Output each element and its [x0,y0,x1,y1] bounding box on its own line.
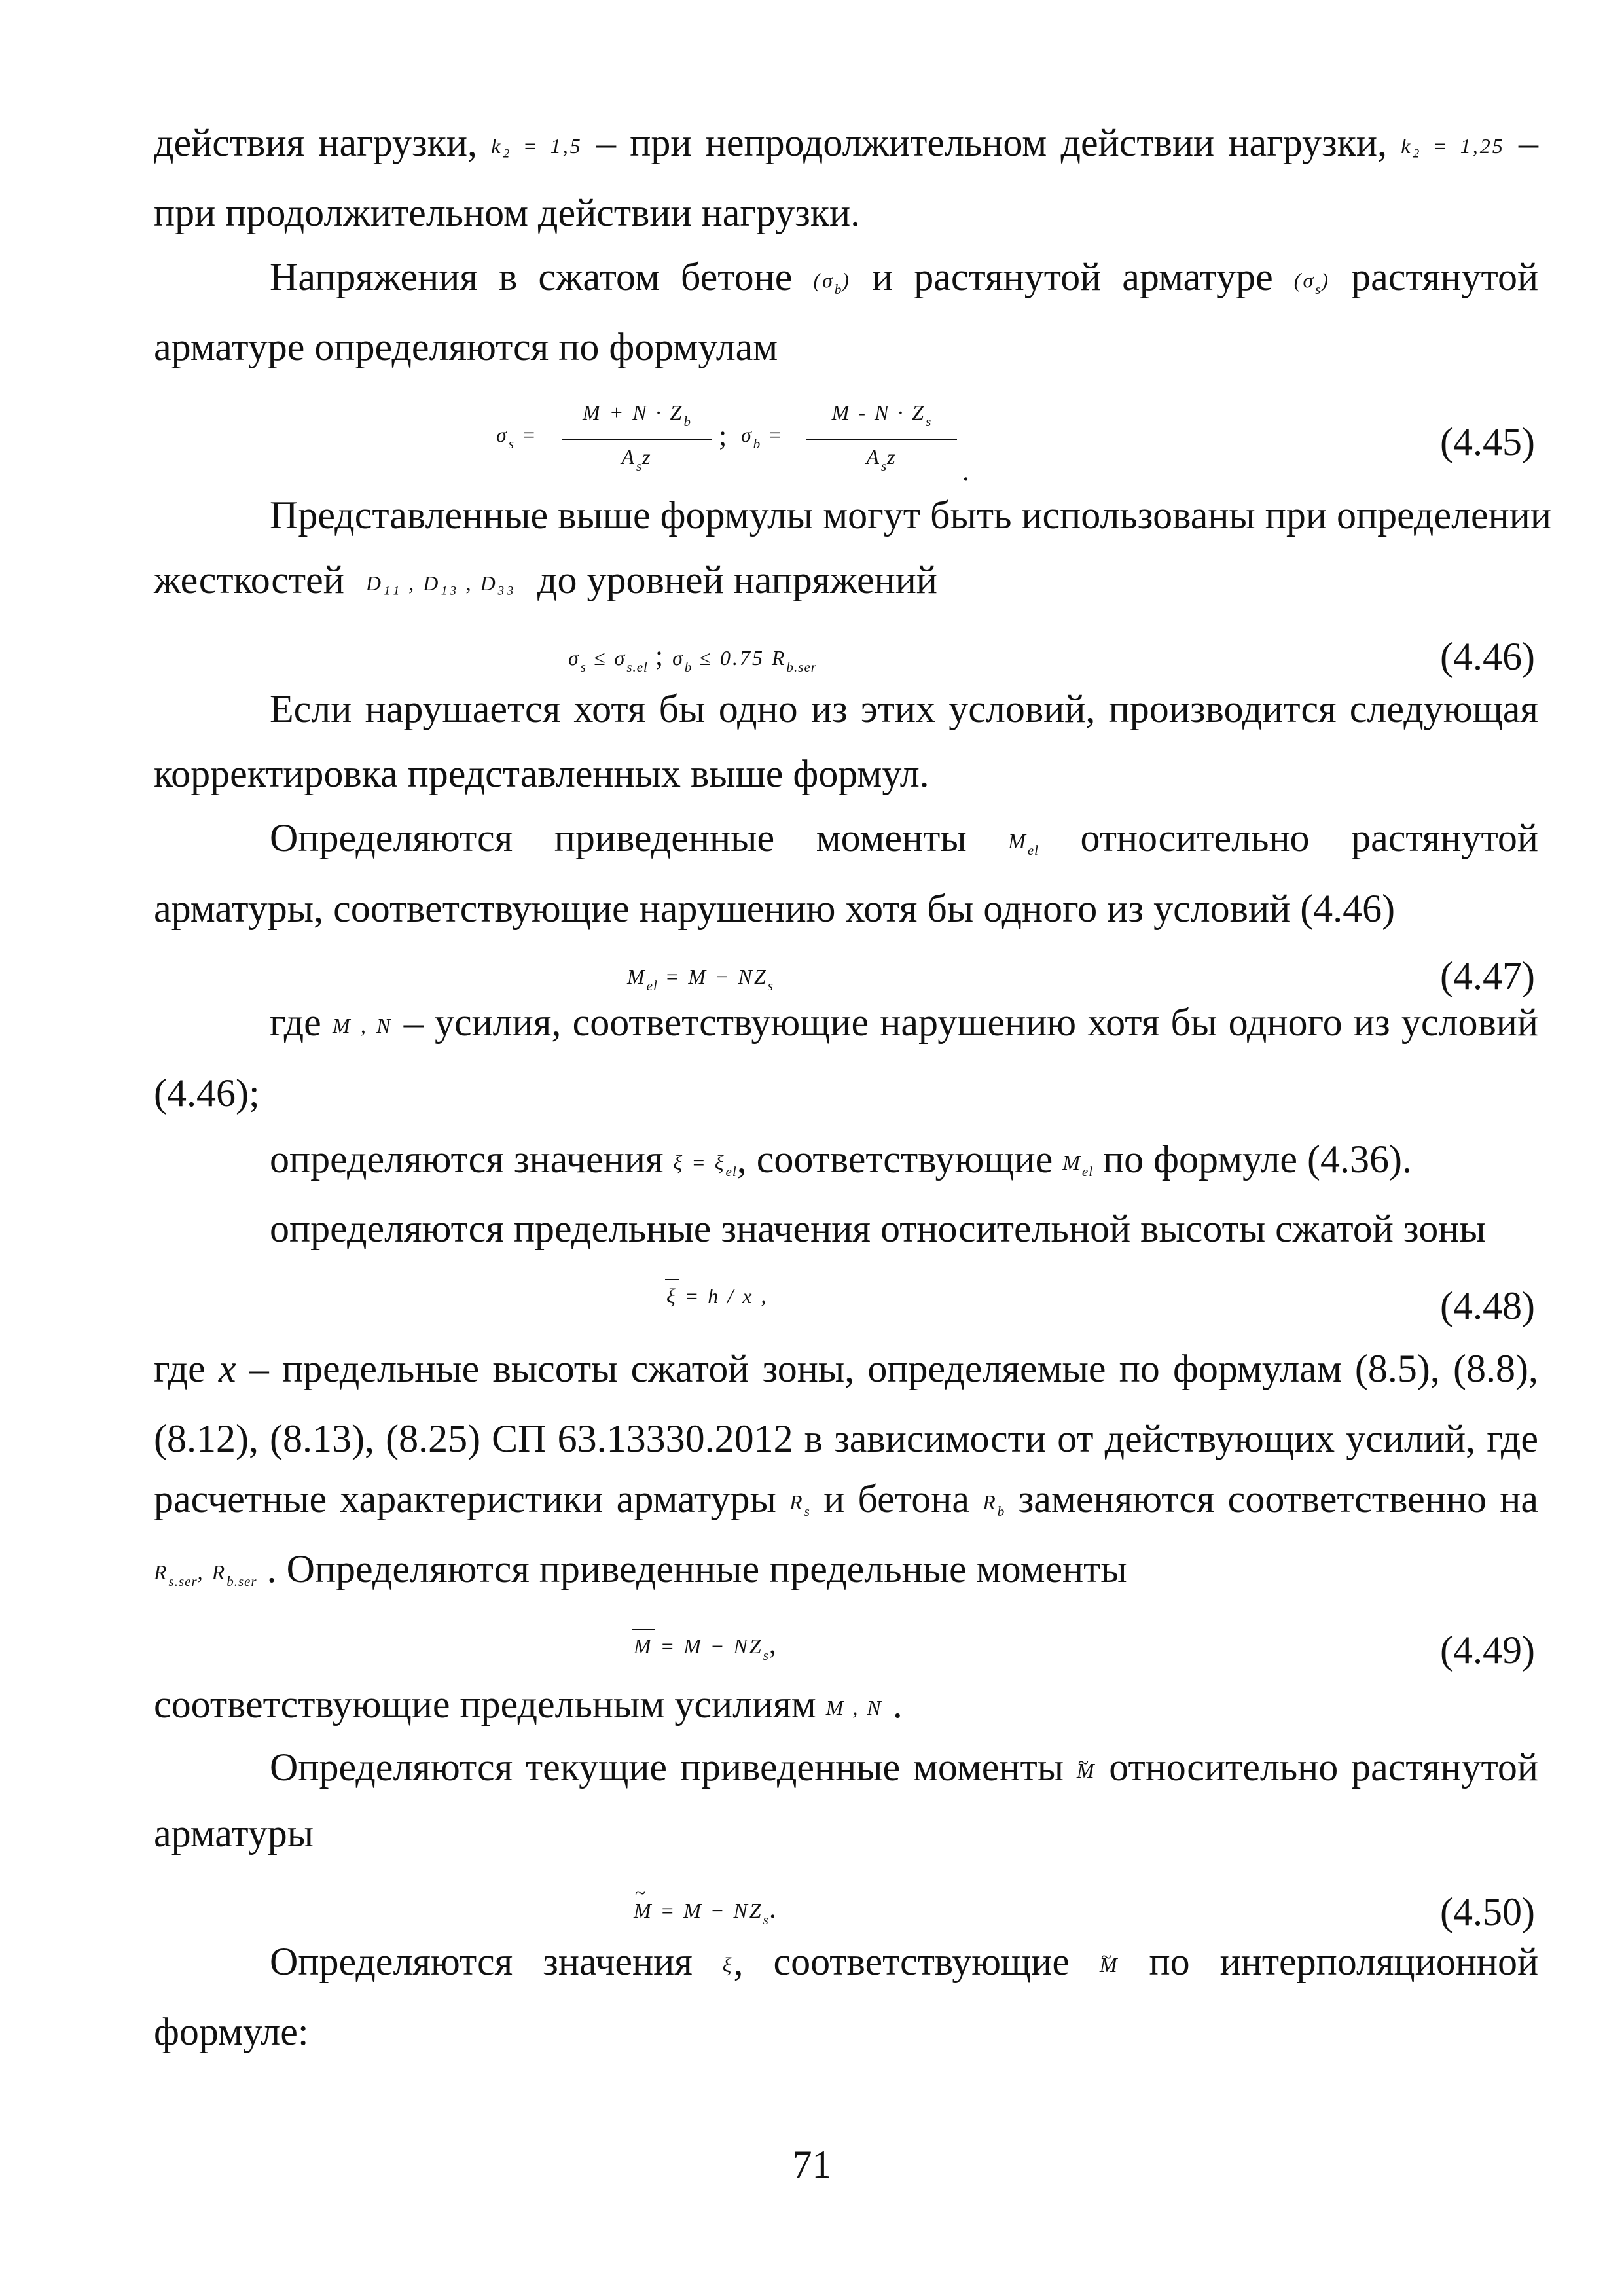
eq-body: $M_{el} = M - NZ_s$ [627,965,774,994]
para-line [154,886,1538,931]
equation-number: (4.50) [1440,1890,1535,1933]
text: где [270,1001,321,1044]
text: Определяются [270,1940,513,1983]
text: где [154,1347,206,1390]
para-line [154,557,1538,606]
para-line [154,190,1538,236]
text: приведенные [554,816,775,859]
text: соответствующие предельным усилиям [154,1683,816,1726]
formula-m-tilde: ~ M [1077,1759,1096,1782]
formula-x: x [218,1347,236,1390]
para-line [154,1681,1538,1731]
equation-number: (4.46) [1440,635,1535,678]
para-line [270,1206,1538,1251]
para-line [270,254,1538,312]
para-line [270,815,1538,873]
eq-body: ξ = h / x , [666,1284,768,1308]
text: относительно растянутой [1109,1746,1538,1789]
eq-body: $\sigma_s \le \sigma_{s.el}$ ; $\sigma_b \le 0.75$ $R_{b.ser}$ [568,639,817,675]
text: действия нагрузки, [154,121,477,164]
text: (8.12), (8.13), (8.25) СП 63.13330.2012 в зависимости от действующих усилий, где [154,1417,1538,1460]
eq-separator: ; [719,420,729,452]
formula-k2: k₂ = 1,5 [491,134,583,158]
eq-lhs: $\sigma_b$ = [741,423,784,452]
text: Напряжения в сжатом бетоне [270,255,793,298]
text: арматуры, соответствующие нарушению хотя бы одного из условий (4.46) [154,887,1396,930]
para-line [154,1546,1538,1604]
denominator: $A_sz$ [866,445,897,474]
text: при продолжительном действии нагрузки. [154,191,861,234]
denominator: $A_sz$ [621,445,653,474]
text: заменяются соответственно на [1018,1477,1538,1520]
para-line [154,1476,1538,1534]
fraction-bar [562,439,712,440]
para-line [270,999,1538,1049]
text: по формуле (4.36). [1103,1138,1412,1181]
formula-m-n: M , N [825,1696,883,1719]
para-line [154,751,1538,797]
fraction-bar [806,439,957,440]
para-line [270,686,1538,732]
text: арматуры [154,1812,314,1855]
formula-sigma-s: $(\sigma_s)$ [1293,268,1331,297]
para-line [270,1744,1538,1793]
text: – усилия, соответствующие нарушению хотя бы одного из условий [403,1001,1539,1044]
formula-m-tilde: ~ M [1100,1953,1119,1977]
para-line [270,1136,1538,1194]
text: расчетные характеристики арматуры [154,1477,776,1520]
text: относительно [1080,816,1310,859]
formula-rb: $R_b$ [983,1490,1005,1519]
text: корректировка представленных выше формул. [154,752,929,795]
text: . Определяются приведенные предельные моменты [266,1547,1127,1590]
text: жесткостей [154,558,344,601]
text: – при непродолжительном действии нагрузки, [596,121,1387,164]
text: моменты [816,816,967,859]
text: значения [543,1940,693,1983]
text: , соответствующие [736,1138,1053,1181]
text: (4.46); [154,1071,260,1115]
text: растянутой [1351,255,1539,298]
text: – предельные высоты сжатой зоны, определяемые по формулам (8.5), (8.8), [249,1347,1538,1390]
formula-m-el: $M_{el}$ [1062,1151,1094,1179]
para-line [154,324,1538,370]
text: Если нарушается хотя бы одно из этих условий, производится следующая [270,687,1538,730]
text: Представленные выше формулы могут быть использованы при определении [270,493,1551,537]
text: растянутой [1351,816,1539,859]
para-line [154,1810,1538,1856]
text: соответствующие [773,1940,1070,1983]
eq-dot: . [962,455,971,487]
para-line [270,1939,1538,1988]
para-line [154,1070,1538,1116]
equation-number: (4.48) [1440,1284,1535,1327]
numerator: $M + N \cdot Z_b$ [583,401,691,429]
formula-r-ser: $R_{s.ser}$, $R_{b.ser}$ [154,1560,257,1589]
text: , [733,1940,744,1983]
text: . [892,1683,903,1726]
text: интерполяционной [1219,1940,1539,1983]
formula-rs: $R_s$ [789,1490,810,1519]
para-line [270,492,1551,538]
formula-xi: ξ [722,1953,734,1977]
equation-number: (4.47) [1440,954,1535,997]
eq-body: $M = M - NZ_s$, [634,1628,778,1663]
eq-fraction [562,399,712,479]
eq-lhs: $\sigma_s$ = [496,423,538,452]
para-line [154,1346,1538,1391]
text: до уровней напряжений [537,558,937,601]
text: определяются значения [270,1138,664,1181]
para-line [154,2009,1538,2054]
formula-m-el: $M_{el}$ [1008,829,1039,858]
text: – [1519,121,1539,164]
para-line [154,120,1538,169]
page-number: 71 [792,2143,832,2186]
text: арматуре определяются по формулам [154,325,778,368]
numerator: $M - N \cdot Z_s$ [831,401,932,429]
text: по [1149,1940,1190,1983]
formula-sigma-b: $(\sigma_b)$ [813,268,852,297]
eq-fraction [806,399,957,479]
formula-xi-el: $\xi = \xi_{el}$ [673,1151,737,1179]
text: формуле: [154,2010,309,2053]
eq-body: ~ $M = M - NZ_s$. [634,1895,778,1933]
text: Определяются [270,816,513,859]
text: и растянутой арматуре [872,255,1273,298]
equation-number: (4.45) [1440,420,1535,463]
para-line [154,1416,1538,1462]
text: и бетона [823,1477,969,1520]
formula-d-stiffness: D₁₁ , D₁₃ , D₃₃ [365,571,516,595]
text: Определяются текущие приведенные моменты [270,1746,1064,1789]
equation-number: (4.49) [1440,1628,1535,1672]
text: определяются предельные значения относительной высоты сжатой зоны [270,1207,1486,1250]
formula-k2: k₂ = 1,25 [1401,134,1505,158]
formula-m-n: M , N [333,1014,393,1037]
